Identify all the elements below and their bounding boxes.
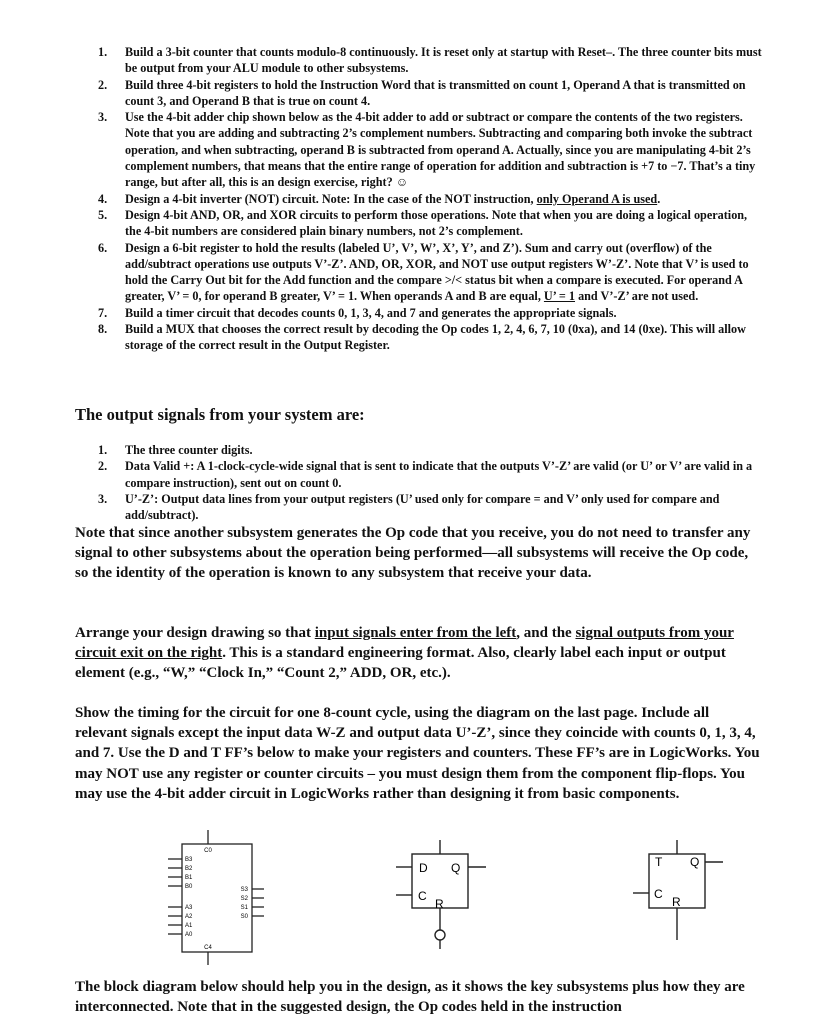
pin-label: A0 (185, 932, 193, 938)
pin-label: B1 (185, 875, 193, 881)
d-flipflop-symbol (394, 838, 488, 950)
pin-label: Q (690, 855, 700, 869)
list-item: 2. Build three 4-bit registers to hold the Instruction Word that is transmitted on count 1, Operand A that is transmitted on count 3, and Operand B that is true on count 4. (98, 77, 746, 108)
block-diagram-paragraph: The block diagram below should help you in the design, as it shows the key subsystems plus how they are interconnected. Note that in the suggested design, the Op codes held in the instruction (75, 979, 745, 1016)
pin-label: D (419, 861, 428, 875)
pin-label: C (418, 889, 427, 903)
arrange-paragraph: Arrange your design drawing so that input signals enter from the left, and the signal outputs from your circuit exit on the right. This is a standard engineering format. Also, clearly label each input or output element (e.g., “W,” “Clock In,” “Count 2,” ADD, OR, etc.). (75, 625, 734, 682)
pin-label: A1 (185, 923, 193, 929)
list-item: 3. Use the 4-bit adder chip shown below as the 4-bit adder to add or subtract or compare the contents of the two registers. Note that you are adding and subtracting 2’s complement numbers. Subtracting and comparing both invoke the subtract operation, and when subtracting, operand B is subtracted from operand A. Actually, since you are manipulating 4-bit 2’s complement numbers, that means that the entire range of operation for addition and subtraction is +7 to −7. That’s a tiny range, but after all, this is an design exercise, right? ☺ (98, 110, 756, 190)
pin-label: R (435, 897, 444, 911)
output-signals-heading: The output signals from your system are: (75, 405, 365, 424)
pin-label: C (654, 887, 663, 901)
list-item: 1. The three counter digits. (98, 443, 253, 457)
output-signals-list (98, 442, 766, 523)
pin-label: T (655, 855, 663, 869)
pin-label: S0 (240, 914, 248, 920)
pin-label: C0 (204, 848, 212, 854)
list-item: 8. Build a MUX that chooses the correct result by decoding the Op codes 1, 2, 4, 6, 7, 10 (0xa), and 14 (0xe). This will allow storage of the correct result in the Output Register. (98, 322, 746, 353)
design-steps-list (98, 44, 766, 354)
list-item: 3. U’-Z’: Output data lines from your output registers (U’ used only for compare = and V’ only used for compare and add/subtract). (98, 491, 720, 523)
note-paragraph: Note that since another subsystem generates the Op code that you receive, you do not need to transfer any signal to other subsystems about the operation being performed—all subsystems will receive the Op code, so the identity of the operation is known to any subsystem that receive your data. (75, 525, 751, 582)
pin-label: B3 (185, 857, 193, 863)
t-flipflop-symbol (631, 838, 725, 942)
adder-chip-symbol (160, 828, 272, 966)
pin-label: S2 (240, 896, 248, 902)
list-item: 7. Build a timer circuit that decodes counts 0, 1, 3, 4, and 7 and generates the appropriate signals. (98, 305, 617, 320)
pin-label: C4 (204, 945, 212, 951)
list-item: 1. Build a 3-bit counter that counts modulo-8 continuously. It is reset only at startup with Reset–. The three counter bits must be output from your ALU module to other subsystems. (98, 45, 762, 76)
list-item: 2. Data Valid +: A 1-clock-cycle-wide signal that is sent to indicate that the outputs V’-Z’ are valid (or U’ or V’ are valid in a compare instruction), sent out on count 0. (98, 459, 753, 490)
pin-label: R (672, 895, 681, 909)
pin-label: A3 (185, 905, 193, 911)
pin-label: A2 (185, 914, 193, 920)
list-item: 6. Design a 6-bit register to hold the results (labeled U’, V’, W’, X’, Y’, and Z’). Sum and carry out (overflow) of the add/subtract operations use outputs V’-Z’. AND, OR, XOR, and NOT use output registers W’-Z’. Note that V’ is used to hold the Carry Out bit for the Add function and the compare >/< status bit when a compare is executed. For operand A greater, V’ = 0, for operand B greater, V’ = 1. When operands A and B are equal, U’ = 1 and V’-Z’ are not used. (98, 240, 749, 304)
pin-label: Q (451, 861, 461, 875)
list-item: 4. Design a 4-bit inverter (NOT) circuit. Note: In the case of the NOT instruction, only Operand A is used. (98, 191, 661, 206)
pin-label: B2 (185, 866, 193, 872)
pin-label: S3 (240, 887, 248, 893)
pin-label: S1 (240, 905, 248, 911)
pin-label: B0 (185, 884, 193, 890)
timing-paragraph: Show the timing for the circuit for one 8-count cycle, using the diagram on the last page. Include all relevant signals except the input data W-Z and output data U’-Z’, since they coincide with counts 0, 1, 3, 4, and 7. Use the D and T FF’s below to make your registers and counters. These FF’s are in LogicWorks. You may NOT use any register or counter circuits – you must design them from the component flip-flops. You may use the 4-bit adder circuit in LogicWorks rather than designing it from basic components. (75, 705, 760, 802)
list-item: 5. Design 4-bit AND, OR, and XOR circuits to perform those operations. Note that when you are doing a logical operation, the 4-bit numbers are considered plain binary numbers, not 2’s complement. (98, 207, 748, 239)
